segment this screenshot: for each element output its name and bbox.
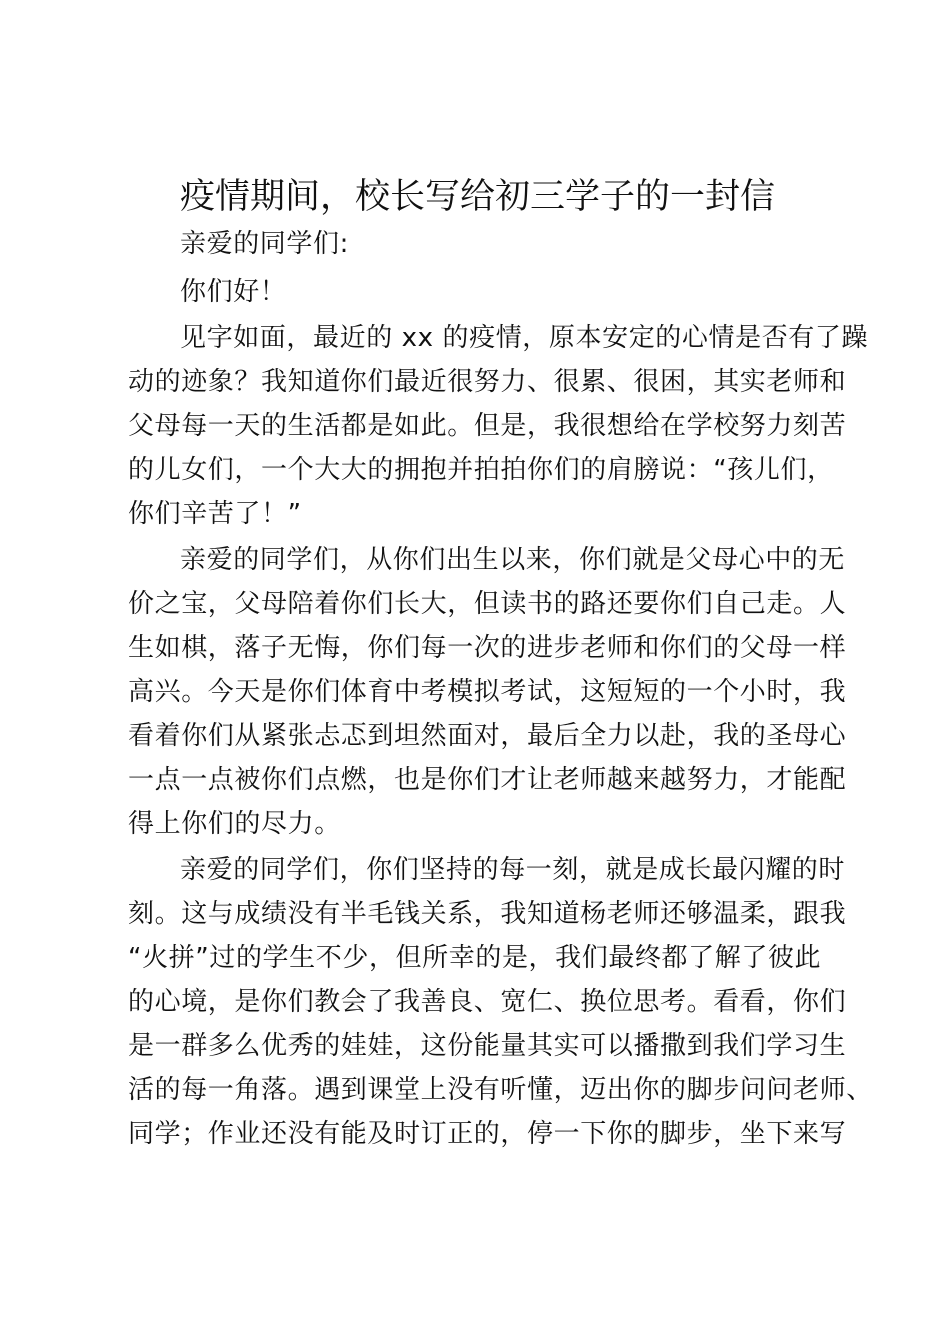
paragraph-line: 一点一点被你们点燃，也是你们才让老师越来越努力，才能配: [128, 765, 847, 795]
paragraph-line: 见字如面，最近的 xx 的疫情，原本安定的心情是否有了躁: [180, 323, 869, 353]
paragraph-line: 是一群多么优秀的娃娃，这份能量其实可以播撒到我们学习生: [128, 1031, 847, 1061]
paragraph-line: 得上你们的尽力。: [128, 809, 341, 839]
paragraph-line: 看着你们从紧张忐忑到坦然面对，最后全力以赴，我的圣母心: [128, 721, 847, 751]
paragraph-line: 亲爱的同学们，你们坚持的每一刻，就是成长最闪耀的时: [180, 855, 846, 885]
paragraph-line: 的心境，是你们教会了我善良、宽仁、换位思考。看看，你们: [128, 987, 847, 1017]
paragraph-line: 你们辛苦了！”: [128, 499, 302, 529]
paragraph-line: 价之宝，父母陪着你们长大，但读书的路还要你们自己走。人: [128, 589, 847, 619]
letter-title: 疫情期间，校长写给初三学子的一封信: [180, 177, 776, 217]
paragraph-line: 刻。这与成绩没有半毛钱关系，我知道杨老师还够温柔，跟我: [128, 899, 847, 929]
greeting: 你们好！: [180, 277, 287, 307]
paragraph-line: “火拼”过的学生不少，但所幸的是，我们最终都了解了彼此: [128, 943, 822, 973]
paragraph-line: 亲爱的同学们，从你们出生以来，你们就是父母心中的无: [180, 545, 846, 575]
paragraph-line: 高兴。今天是你们体育中考模拟考试，这短短的一个小时，我: [128, 677, 847, 707]
paragraph-line: 同学；作业还没有能及时订正的，停一下你的脚步，坐下来写: [128, 1119, 847, 1149]
salutation: 亲爱的同学们:: [180, 229, 349, 259]
paragraph-line: 父母每一天的生活都是如此。但是，我很想给在学校努力刻苦: [128, 411, 847, 441]
paragraph-line: 活的每一角落。遇到课堂上没有听懂，迈出你的脚步问问老师、: [128, 1075, 873, 1105]
paragraph-line: 生如棋，落子无悔，你们每一次的进步老师和你们的父母一样: [128, 633, 847, 663]
paragraph-line: 动的迹象？我知道你们最近很努力、很累、很困，其实老师和: [128, 367, 847, 397]
paragraph-line: 的儿女们，一个大大的拥抱并拍拍你们的肩膀说：“孩儿们，: [128, 455, 834, 485]
